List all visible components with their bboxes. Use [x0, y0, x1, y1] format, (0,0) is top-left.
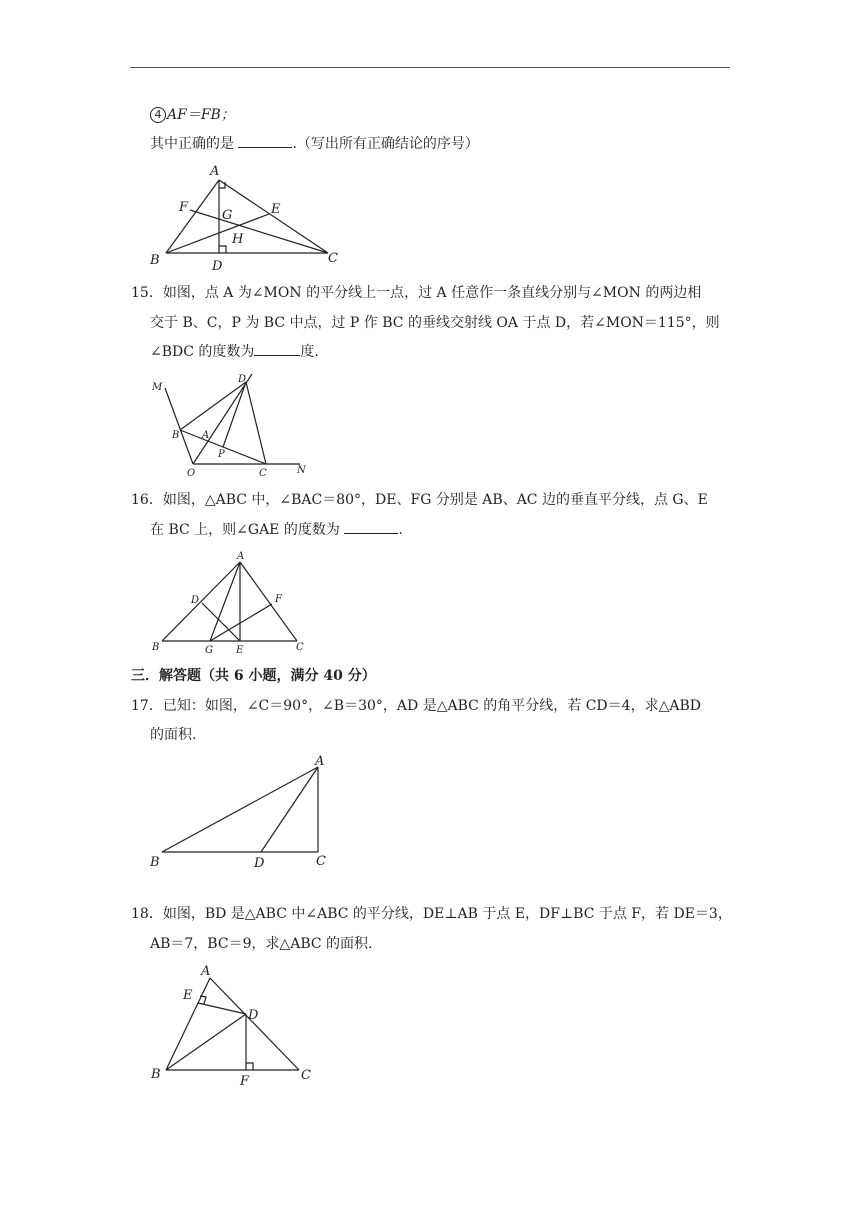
- label-A: A: [210, 164, 220, 179]
- label-D: D: [248, 1008, 259, 1023]
- label-C: C: [328, 251, 338, 266]
- label-B: B: [150, 253, 160, 268]
- q17-line1: 17．已知：如图，∠C＝90°，∠B＝30°，AD 是△ABC 的角平分线，若 CD＝4，求△ABD: [131, 698, 701, 714]
- label-C: C: [296, 642, 304, 653]
- q17-line2: 的面积.: [150, 727, 197, 743]
- label-B: B: [150, 855, 160, 870]
- section-heading: 三．解答题（共 6 小题，满分 40 分）: [131, 668, 376, 684]
- label-F: F: [240, 1074, 250, 1089]
- label-E: E: [183, 988, 193, 1003]
- label-G: G: [222, 208, 233, 223]
- q15-line3b: 度.: [300, 344, 319, 360]
- label-B: B: [151, 1067, 161, 1082]
- label-C: C: [259, 468, 267, 479]
- label-C: C: [301, 1068, 311, 1083]
- label-B: B: [152, 642, 160, 653]
- q14-item4-text: AF＝FB；: [167, 107, 235, 123]
- label-H: H: [232, 232, 244, 247]
- q18-line2: AB＝7，BC＝9，求△ABC 的面积.: [150, 936, 373, 952]
- label-O: O: [187, 468, 196, 479]
- label-G: G: [205, 645, 213, 656]
- q15-line2: 交于 B、C，P 为 BC 中点，过 P 作 BC 的垂线交射线 OA 于点 D，若∠MON＝115°，则: [150, 315, 720, 331]
- q14-prompt-a: 其中正确的是: [150, 136, 239, 152]
- label-C: C: [316, 854, 326, 869]
- label-B: B: [172, 430, 180, 441]
- q16-line1: 16．如图，△ABC 中，∠BAC＝80°，DE、FG 分别是 AB、AC 边的垂直平分线，点 G、E: [131, 492, 708, 508]
- circled-number: 4: [150, 107, 166, 123]
- label-D: D: [191, 595, 200, 606]
- q18-line1: 18．如图，BD 是△ABC 中∠ABC 的平分线，DE⊥AB 于点 E，DF⊥BC 于点 F，若 DE＝3，: [131, 906, 732, 922]
- label-A: A: [202, 430, 210, 441]
- label-A: A: [315, 754, 325, 769]
- q16-line2a: 在 BC 上，则∠GAE 的度数为: [150, 522, 345, 538]
- q14-prompt-b: .（写出所有正确结论的序号）: [292, 136, 479, 152]
- label-D: D: [254, 856, 265, 871]
- label-E: E: [236, 645, 244, 656]
- label-N: N: [297, 465, 306, 476]
- q16-line2b: .: [398, 522, 403, 538]
- label-M: M: [152, 382, 163, 393]
- label-A: A: [201, 964, 211, 979]
- label-E: E: [271, 202, 281, 217]
- q15-line3a: ∠BDC 的度数为: [150, 344, 255, 360]
- label-D: D: [212, 259, 223, 274]
- label-F: F: [179, 200, 189, 215]
- label-P: P: [218, 449, 225, 460]
- q15-line1: 15．如图，点 A 为∠MON 的平分线上一点，过 A 任意作一条直线分别与∠MON 的两边相: [131, 285, 702, 301]
- label-A: A: [237, 551, 245, 562]
- label-F: F: [275, 594, 282, 605]
- label-D: D: [238, 374, 247, 385]
